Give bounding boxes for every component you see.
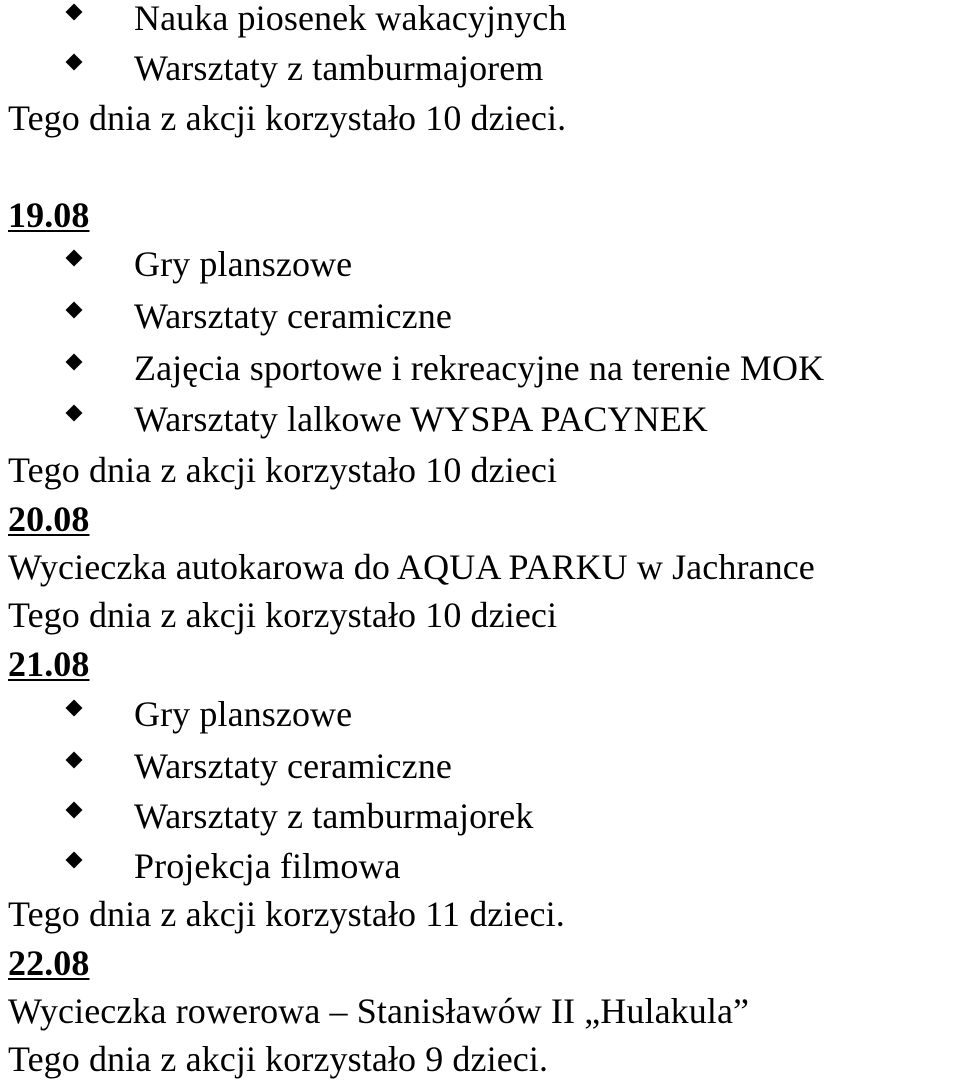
summary-line: Tego dnia z akcji korzystało 11 dzieci. — [8, 894, 565, 934]
activity-text: Warsztaty z tamburmajorek — [134, 796, 534, 836]
excursion-line: Wycieczka autokarowa do AQUA PARKU w Jachrance — [8, 547, 815, 587]
summary-line: Tego dnia z akcji korzystało 9 dzieci. — [8, 1039, 549, 1079]
activity-text: Warsztaty z tamburmajorem — [134, 48, 544, 88]
activity-item — [76, 696, 352, 732]
activity-item — [76, 50, 543, 86]
date-heading: 21.08 — [8, 644, 90, 684]
activity-item — [76, 748, 452, 784]
activity-item — [76, 246, 352, 282]
activity-text: Nauka piosenek wakacyjnych — [134, 0, 567, 38]
activity-item — [76, 848, 401, 884]
activity-item — [76, 0, 566, 36]
summary-line: Tego dnia z akcji korzystało 10 dzieci — [8, 595, 558, 635]
summary-line: Tego dnia z akcji korzystało 10 dzieci — [8, 450, 558, 490]
activity-text: Warsztaty ceramiczne — [134, 746, 452, 786]
activity-item — [76, 298, 452, 334]
activity-text: Projekcja filmowa — [134, 846, 401, 886]
date-heading: 20.08 — [8, 499, 90, 539]
activity-text: Gry planszowe — [134, 694, 353, 734]
activity-text: Gry planszowe — [134, 244, 353, 284]
date-heading: 19.08 — [8, 195, 90, 235]
activity-text: Zajęcia sportowe i rekreacyjne na terenie MOK — [134, 348, 825, 388]
activity-item — [76, 798, 533, 834]
activity-text: Warsztaty lalkowe WYSPA PACYNEK — [134, 399, 708, 439]
date-heading: 22.08 — [8, 943, 90, 983]
summary-line: Tego dnia z akcji korzystało 10 dzieci. — [8, 98, 567, 138]
activity-item — [76, 350, 824, 386]
activity-item — [76, 401, 708, 437]
activity-text: Warsztaty ceramiczne — [134, 296, 452, 336]
excursion-line: Wycieczka rowerowa – Stanisławów II „Hulakula” — [8, 991, 750, 1031]
